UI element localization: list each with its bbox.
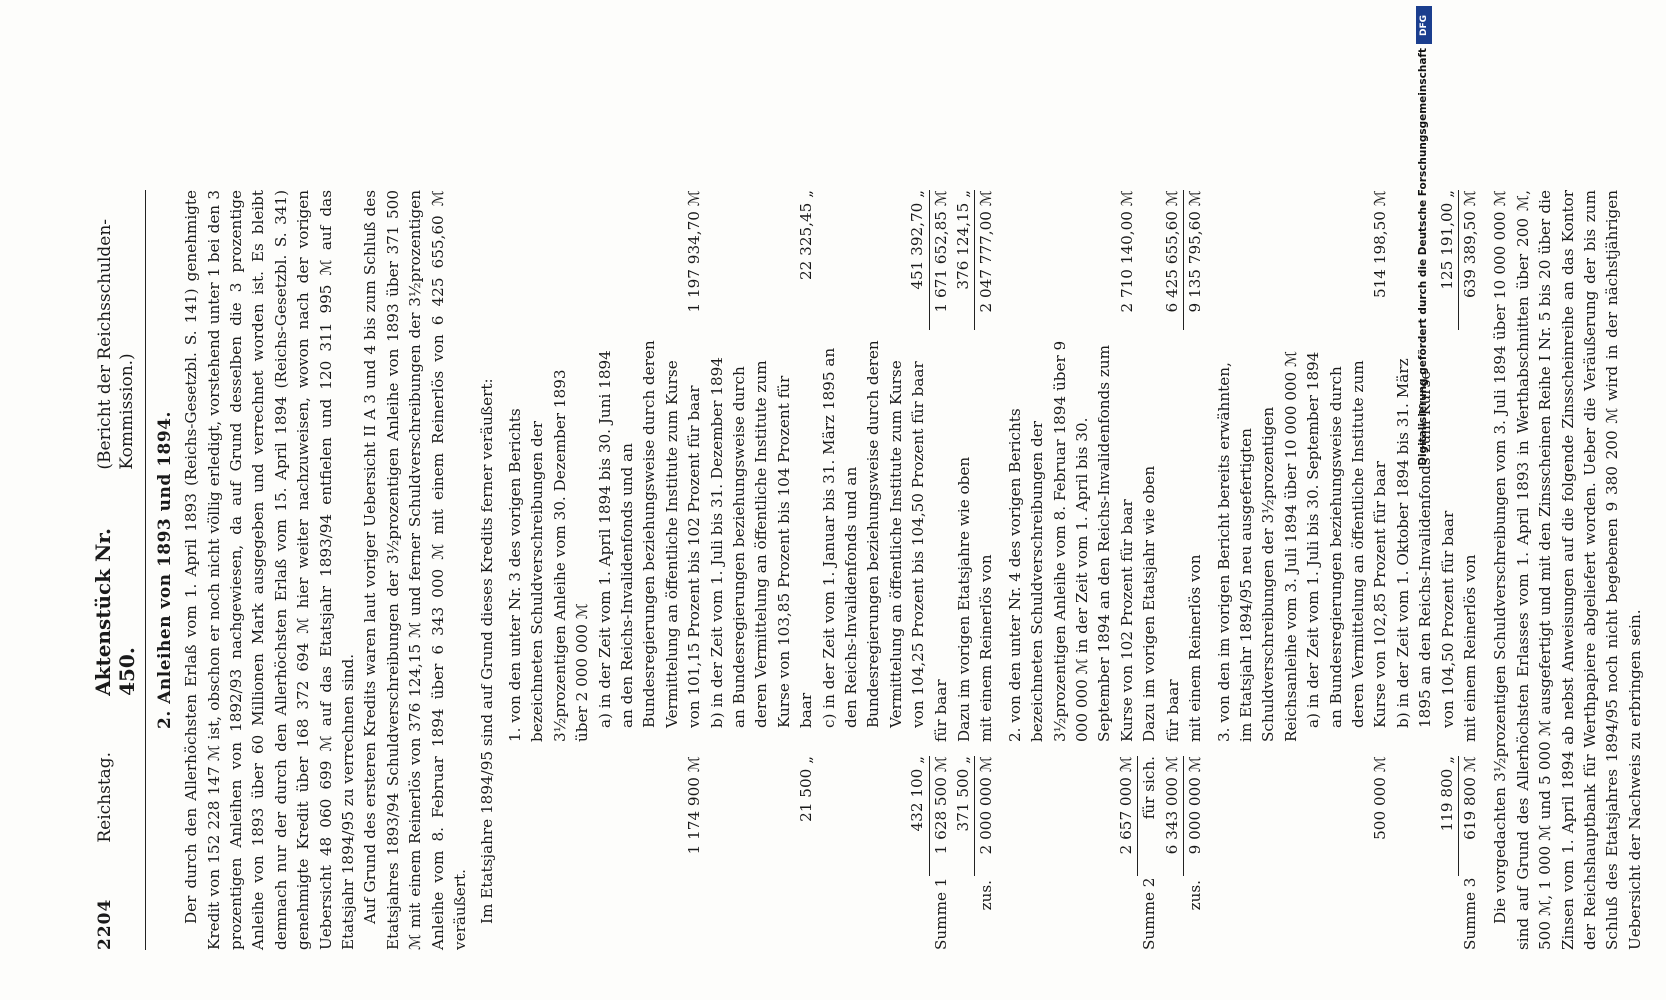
row-amount: 1 174 900 ℳ	[685, 756, 704, 855]
ledger-row-total	[1184, 190, 1206, 950]
row-result: 6 425 655,60 ℳ	[1161, 190, 1184, 330]
row-result: 125 191,00 „	[1436, 190, 1459, 330]
row-amount: 2 657 000 ℳ	[1115, 756, 1138, 876]
row-description: für baar	[931, 679, 950, 742]
ledger-row	[1302, 190, 1392, 950]
row-amount: 619 800 ℳ	[1460, 756, 1479, 840]
row-amount: 6 343 000 ℳ	[1161, 756, 1184, 876]
paragraph-2: Auf Grund des ersteren Kredits waren laut voriger Uebersicht II A 3 und 4 bis zum Schluß des Etatsjahres 1893/94 Schuldverschreibungen der 3½prozentigen Anleihe von 1893 über 371 500 ℳ mit einem Reinerlös von 376 124,15 ℳ und ferner Schuldverschreibungen der 3½prozentigen Anleihe vom 8. Februar 1894 über 6 343 000 ℳ mit einem Reinerlös von 6 425 655,60 ℳ veräußert.	[361, 190, 470, 950]
ledger-row	[1004, 190, 1138, 950]
row-amount: 9 000 000 ℳ	[1186, 756, 1205, 855]
ledger-table	[504, 190, 1481, 950]
row-description: a) in der Zeit vom 1. April 1894 bis 30. Juni 1894 an den Reichs-Invalidenfonds und an Bundesregierungen beziehungsweise durch deren Vermittelung an öffentliche Institute zum Kurse von 101,15 Prozent bis 102 Prozent für baar	[595, 340, 704, 728]
row-description: Dazu im vorigen Etatsjahr wie oben	[1140, 465, 1159, 742]
ledger-row	[818, 190, 930, 950]
row-amount: 1 628 500 ℳ	[931, 756, 950, 855]
ledger-row	[706, 190, 818, 950]
row-description: c) in der Zeit vom 1. Januar bis 31. März 1895 an den Reichs-Invalidenfonds und an Bundesregierungen beziehungsweise durch deren Vermittelung an öffentliche Institute zum Kurse von 104,25 Prozent bis 104,50 Prozent für baar	[819, 340, 928, 728]
header-subtitle: (Bericht der Reichsschulden-Kommission.)	[95, 218, 138, 470]
ledger-row	[504, 190, 594, 950]
ledger-row	[952, 190, 975, 950]
aktenstueck-title: Aktenstück Nr. 450.	[91, 528, 140, 696]
paragraph-3: Im Etatsjahre 1894/95 sind auf Grund dieses Kredits ferner veräußert:	[477, 378, 496, 924]
row-description: mit einem Reinerlös von	[1460, 554, 1479, 742]
row-result: 514 198,50 ℳ	[1371, 190, 1390, 299]
row-result: 2 047 777,00 ℳ	[977, 190, 996, 313]
row-description: 2. von den unter Nr. 4 des vorigen Berichts bezeichneten Schuldverschreibungen der 3½prozentigen Anleihe vom 8. Februar 1894 über 9 000 000 ℳ in der Zeit vom 1. April bis 30. September 1894 an den Reichs-Invalidenfonds zum Kurse von 102 Prozent für baar	[1005, 340, 1136, 742]
row-result: 22 325,45 „	[797, 190, 816, 280]
funding-sidebar	[1415, 6, 1433, 666]
row-description: b) in der Zeit vom 1. Oktober 1894 bis 31. März 1895 an den Reichs-Invalidenfonds zum Kurse von 104,50 Prozent für baar	[1393, 358, 1457, 728]
row-description: für baar	[1163, 679, 1182, 742]
row-label: zus.	[977, 880, 996, 911]
ledger-row	[1161, 190, 1184, 950]
ledger-row-sum	[930, 190, 952, 950]
dfg-logo-icon: DFG	[1416, 6, 1432, 44]
ledger-row	[594, 190, 706, 950]
row-amount: 2 000 000 ℳ	[977, 756, 996, 855]
header-left: Reichstag.	[95, 751, 115, 843]
page-number: 2204	[95, 898, 115, 950]
ledger-row-total	[975, 190, 997, 950]
row-label: zus.	[1186, 880, 1205, 911]
row-amount: 432 100 „	[906, 756, 929, 876]
row-label: Summe 1	[931, 877, 950, 950]
funding-note: Digitalisierung gefördert durch die Deutsche Forschungsgemeinschaft	[1417, 48, 1429, 466]
section-title: 2. Anleihen von 1893 und 1894.	[154, 411, 175, 729]
row-amount: für sich.	[1140, 756, 1159, 820]
row-description: mit einem Reinerlös von	[977, 554, 996, 742]
row-amount: 371 500 „	[952, 756, 975, 876]
row-result: 639 389,50 ℳ	[1460, 190, 1479, 299]
row-result: 1 671 652,85 ℳ	[931, 190, 950, 313]
ledger-row-sum	[1138, 190, 1160, 950]
row-description: 1. von den unter Nr. 3 des vorigen Berichts bezeichneten Schuldverschreibungen der 3½prozentigen Anleihe vom 30. Dezember 1893 über 2 000 000 ℳ	[505, 369, 592, 742]
row-label: Summe 3	[1460, 877, 1479, 950]
row-amount: 500 000 ℳ	[1371, 756, 1390, 840]
ledger-row	[1213, 190, 1303, 950]
row-result: 451 392,70 „	[906, 190, 929, 330]
paragraph-1: Der durch den Allerhöchsten Erlaß vom 1. April 1893 (Reichs-Gesetzbl. S. 141) genehmigte Kredit von 152 228 147 ℳ ist, obschon er noch nicht völlig erledigt, vorstehend unter 1 bei den 3 prozentigen Anleihen von 1892/93 nachgewiesen, da auf Grund desselben die 3 prozentige Anleihe von 1893 über 60 Millionen Mark ausgegeben und verrechnet worden ist. Es bleibt demnach nur der durch den Allerhöchsten Erlaß vom 15. April 1894 (Reichs-Gesetzbl. S. 341) genehmigte Kredit über 168 372 694 ℳ hier weiter nachzuweisen, wovon nach der vorigen Uebersicht 48 060 699 ℳ auf das Etatsjahr 1893/94 entfielen und 120 311 995 ℳ auf das Etatsjahr 1894/95 zu verrechnen sind.	[182, 190, 358, 950]
page-header	[92, 190, 146, 950]
row-description: b) in der Zeit vom 1. Juli bis 31. Dezember 1894 an Bundesregierungen beziehungsweise durch deren Vermittelung an öffentliche Institute zum Kurse von 103,85 Prozent bis 104 Prozent für baar	[707, 357, 816, 728]
row-amount: 119 800 „	[1436, 756, 1459, 876]
row-label: Summe 2	[1140, 877, 1159, 950]
row-description: Dazu im vorigen Etatsjahre wie oben	[955, 456, 974, 742]
row-result: 9 135 795,60 ℳ	[1186, 190, 1205, 313]
row-amount: 21 500 „	[797, 756, 816, 822]
row-description: mit einem Reinerlös von	[1186, 554, 1205, 742]
row-result: 2 710 140,00 ℳ	[1117, 190, 1136, 313]
row-result: 376 124,15 „	[952, 190, 975, 330]
closing-paragraph: Die vorgedachten 3½prozentigen Schuldverschreibungen vom 3. Juli 1894 über 10 000 000 ℳ sind auf Grund des Allerhöchsten Erlasses vom 1. April 1893 in Werthabschnitten über 200 ℳ, 500 ℳ, 1 000 ℳ und 5 000 ℳ ausgefertigt und mit den Zinsscheinen Reihe I Nr. 5 bis 20 über die Zinsen vom 1. April 1894 ab nebst Anweisungen auf die folgende Zinsscheinreihe an das Kontor der Reichshauptbank für Werthpapiere abgeliefert worden. Ueber die Veräußerung der bis zum Schluß des Etatsjahres 1894/95 noch nicht begebenen 9 380 200 ℳ wird in der nächstjährigen Uebersicht der Nachweis zu erbringen sein.	[1491, 190, 1644, 950]
row-result: 1 197 934,70 ℳ	[685, 190, 704, 313]
row-description: a) in der Zeit vom 1. Juli bis 30. September 1894 an Bundesregierungen beziehungsweise durch deren Vermittelung an öffentliche Institute zum Kurse von 102,85 Prozent für baar	[1304, 351, 1390, 728]
ledger-row-sum	[1459, 190, 1481, 950]
row-description: 3. von den im vorigen Bericht bereits erwähnten, im Etatsjahr 1894/95 neu ausgefertigten Schuldverschreibungen der 3½prozentigen Reichsanleihe vom 3. Juli 1894 über 10 000 000 ℳ	[1214, 350, 1300, 742]
